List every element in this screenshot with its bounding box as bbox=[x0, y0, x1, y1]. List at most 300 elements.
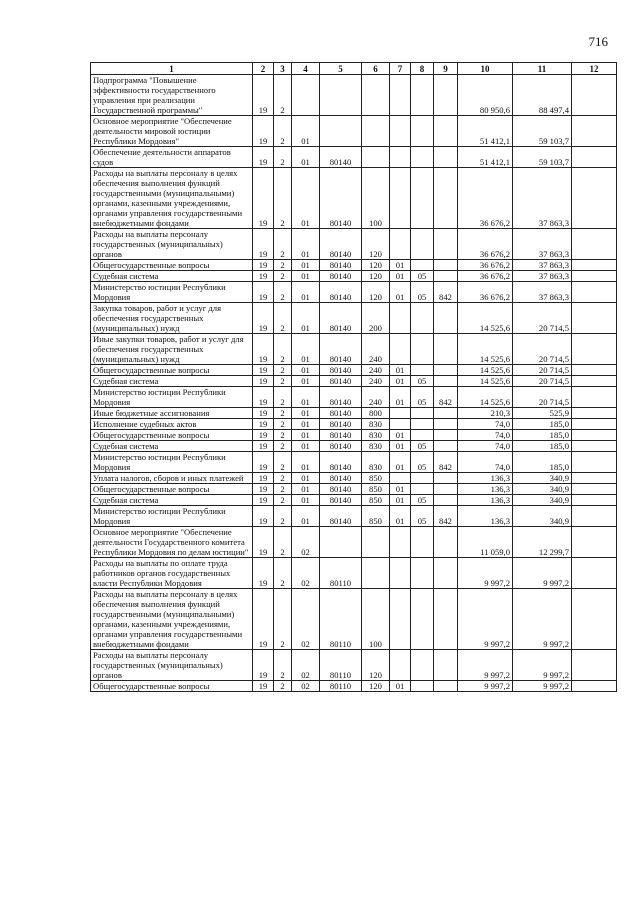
cell-col-5: 80140 bbox=[320, 271, 362, 282]
row-name-cell: Закупка товаров, работ и услуг для обеспечения государственных (муниципальных) нужд bbox=[91, 303, 253, 334]
row-name-cell: Общегосударственные вопросы bbox=[91, 681, 253, 692]
cell-col-3: 2 bbox=[274, 527, 292, 558]
cell-col-12 bbox=[572, 303, 617, 334]
cell-col-7 bbox=[390, 116, 411, 147]
cell-col-4: 01 bbox=[292, 452, 320, 473]
cell-col-9 bbox=[434, 376, 458, 387]
table-row bbox=[91, 168, 617, 229]
cell-col-7: 01 bbox=[390, 271, 411, 282]
cell-col-10: 11 059,0 bbox=[458, 527, 513, 558]
table-row bbox=[91, 260, 617, 271]
cell-col-12 bbox=[572, 229, 617, 260]
cell-col-8 bbox=[411, 303, 434, 334]
cell-col-3: 2 bbox=[274, 681, 292, 692]
cell-col-10: 9 997,2 bbox=[458, 650, 513, 681]
cell-col-3: 2 bbox=[274, 473, 292, 484]
cell-col-9 bbox=[434, 365, 458, 376]
cell-col-10: 74,0 bbox=[458, 419, 513, 430]
cell-col-6: 200 bbox=[362, 303, 390, 334]
cell-col-6: 100 bbox=[362, 168, 390, 229]
cell-col-10: 74,0 bbox=[458, 441, 513, 452]
table-row bbox=[91, 484, 617, 495]
cell-col-7 bbox=[390, 168, 411, 229]
cell-col-11: 340,9 bbox=[513, 506, 572, 527]
cell-col-11: 37 863,3 bbox=[513, 168, 572, 229]
cell-col-11: 340,9 bbox=[513, 473, 572, 484]
cell-col-2: 19 bbox=[253, 408, 274, 419]
cell-col-5: 80140 bbox=[320, 168, 362, 229]
cell-col-5: 80140 bbox=[320, 419, 362, 430]
cell-col-9 bbox=[434, 441, 458, 452]
cell-col-10: 36 676,2 bbox=[458, 260, 513, 271]
cell-col-4: 01 bbox=[292, 116, 320, 147]
row-name-cell: Уплата налогов, сборов и иных платежей bbox=[91, 473, 253, 484]
cell-col-3: 2 bbox=[274, 495, 292, 506]
cell-col-10: 136,3 bbox=[458, 495, 513, 506]
table-row bbox=[91, 506, 617, 527]
cell-col-3: 2 bbox=[274, 387, 292, 408]
table-row bbox=[91, 650, 617, 681]
cell-col-12 bbox=[572, 75, 617, 116]
cell-col-2: 19 bbox=[253, 589, 274, 650]
table-row bbox=[91, 303, 617, 334]
cell-col-6: 120 bbox=[362, 260, 390, 271]
cell-col-10: 14 525,6 bbox=[458, 334, 513, 365]
cell-col-12 bbox=[572, 441, 617, 452]
cell-col-7 bbox=[390, 408, 411, 419]
cell-col-2: 19 bbox=[253, 452, 274, 473]
cell-col-11: 20 714,5 bbox=[513, 376, 572, 387]
cell-col-2: 19 bbox=[253, 441, 274, 452]
cell-col-2: 19 bbox=[253, 681, 274, 692]
row-name-cell: Расходы на выплаты персоналу в целях обеспечения выполнения функций государственными (муниципальными) органами, казенными учреждениями, органами управления государственными внебюджетными фондами bbox=[91, 168, 253, 229]
cell-col-12 bbox=[572, 168, 617, 229]
cell-col-3: 2 bbox=[274, 376, 292, 387]
cell-col-4: 01 bbox=[292, 168, 320, 229]
cell-col-8 bbox=[411, 147, 434, 168]
cell-col-2: 19 bbox=[253, 282, 274, 303]
cell-col-4 bbox=[292, 75, 320, 116]
cell-col-11: 59 103,7 bbox=[513, 116, 572, 147]
cell-col-5: 80140 bbox=[320, 229, 362, 260]
cell-col-11: 9 997,2 bbox=[513, 558, 572, 589]
cell-col-10: 51 412,1 bbox=[458, 116, 513, 147]
cell-col-10: 14 525,6 bbox=[458, 365, 513, 376]
cell-col-2: 19 bbox=[253, 168, 274, 229]
budget-table bbox=[90, 62, 617, 692]
column-header-7: 7 bbox=[390, 63, 411, 75]
table-row bbox=[91, 282, 617, 303]
cell-col-8 bbox=[411, 527, 434, 558]
cell-col-9 bbox=[434, 495, 458, 506]
cell-col-7: 01 bbox=[390, 376, 411, 387]
column-header-6: 6 bbox=[362, 63, 390, 75]
column-header-11: 11 bbox=[513, 63, 572, 75]
table-row bbox=[91, 452, 617, 473]
cell-col-8 bbox=[411, 589, 434, 650]
cell-col-3: 2 bbox=[274, 589, 292, 650]
cell-col-6: 830 bbox=[362, 419, 390, 430]
cell-col-8: 05 bbox=[411, 387, 434, 408]
row-name-cell: Расходы на выплаты персоналу государственных (муниципальных) органов bbox=[91, 229, 253, 260]
cell-col-8 bbox=[411, 558, 434, 589]
row-name-cell: Общегосударственные вопросы bbox=[91, 484, 253, 495]
table-row bbox=[91, 408, 617, 419]
cell-col-9 bbox=[434, 681, 458, 692]
cell-col-4: 01 bbox=[292, 282, 320, 303]
cell-col-7 bbox=[390, 229, 411, 260]
cell-col-9 bbox=[434, 419, 458, 430]
table-row bbox=[91, 441, 617, 452]
cell-col-12 bbox=[572, 589, 617, 650]
table-row bbox=[91, 589, 617, 650]
table-row bbox=[91, 376, 617, 387]
row-name-cell: Судебная система bbox=[91, 441, 253, 452]
cell-col-2: 19 bbox=[253, 430, 274, 441]
cell-col-8: 05 bbox=[411, 506, 434, 527]
row-name-cell: Расходы на выплаты персоналу в целях обеспечения выполнения функций государственными (муниципальными) органами, казенными учреждениями, органами управления государственными внебюджетными фондами bbox=[91, 589, 253, 650]
cell-col-12 bbox=[572, 484, 617, 495]
cell-col-4: 01 bbox=[292, 365, 320, 376]
cell-col-9 bbox=[434, 430, 458, 441]
cell-col-9 bbox=[434, 229, 458, 260]
cell-col-10: 36 676,2 bbox=[458, 168, 513, 229]
cell-col-6: 830 bbox=[362, 452, 390, 473]
cell-col-12 bbox=[572, 376, 617, 387]
row-name-cell: Иные бюджетные ассигнования bbox=[91, 408, 253, 419]
cell-col-7: 01 bbox=[390, 387, 411, 408]
cell-col-9: 842 bbox=[434, 452, 458, 473]
cell-col-8 bbox=[411, 229, 434, 260]
cell-col-5: 80140 bbox=[320, 430, 362, 441]
cell-col-12 bbox=[572, 116, 617, 147]
cell-col-2: 19 bbox=[253, 484, 274, 495]
cell-col-3: 2 bbox=[274, 116, 292, 147]
cell-col-6: 100 bbox=[362, 589, 390, 650]
table-row bbox=[91, 419, 617, 430]
table-row bbox=[91, 387, 617, 408]
table-row bbox=[91, 75, 617, 116]
row-name-cell: Обеспечение деятельности аппаратов судов bbox=[91, 147, 253, 168]
cell-col-12 bbox=[572, 527, 617, 558]
cell-col-6: 800 bbox=[362, 408, 390, 419]
cell-col-2: 19 bbox=[253, 147, 274, 168]
cell-col-4: 01 bbox=[292, 376, 320, 387]
column-header-12: 12 bbox=[572, 63, 617, 75]
cell-col-9 bbox=[434, 408, 458, 419]
cell-col-10: 14 525,6 bbox=[458, 387, 513, 408]
cell-col-3: 2 bbox=[274, 365, 292, 376]
cell-col-11: 37 863,3 bbox=[513, 260, 572, 271]
cell-col-7: 01 bbox=[390, 260, 411, 271]
cell-col-6: 830 bbox=[362, 430, 390, 441]
cell-col-7 bbox=[390, 75, 411, 116]
cell-col-3: 2 bbox=[274, 229, 292, 260]
cell-col-2: 19 bbox=[253, 558, 274, 589]
cell-col-11: 20 714,5 bbox=[513, 334, 572, 365]
row-name-cell: Подпрограмма "Повышение эффективности государственного управления при реализации Государственной программы" bbox=[91, 75, 253, 116]
cell-col-8 bbox=[411, 650, 434, 681]
cell-col-3: 2 bbox=[274, 419, 292, 430]
cell-col-3: 2 bbox=[274, 168, 292, 229]
cell-col-12 bbox=[572, 452, 617, 473]
cell-col-9 bbox=[434, 334, 458, 365]
cell-col-3: 2 bbox=[274, 408, 292, 419]
cell-col-8: 05 bbox=[411, 495, 434, 506]
cell-col-9 bbox=[434, 271, 458, 282]
cell-col-3: 2 bbox=[274, 271, 292, 282]
cell-col-4: 02 bbox=[292, 558, 320, 589]
cell-col-8 bbox=[411, 116, 434, 147]
column-header-10: 10 bbox=[458, 63, 513, 75]
cell-col-8 bbox=[411, 473, 434, 484]
cell-col-5: 80140 bbox=[320, 387, 362, 408]
cell-col-12 bbox=[572, 365, 617, 376]
cell-col-7 bbox=[390, 334, 411, 365]
row-name-cell: Общегосударственные вопросы bbox=[91, 430, 253, 441]
table-row bbox=[91, 229, 617, 260]
cell-col-8 bbox=[411, 484, 434, 495]
row-name-cell: Общегосударственные вопросы bbox=[91, 365, 253, 376]
cell-col-12 bbox=[572, 147, 617, 168]
cell-col-7: 01 bbox=[390, 441, 411, 452]
cell-col-6: 850 bbox=[362, 495, 390, 506]
cell-col-9 bbox=[434, 303, 458, 334]
cell-col-12 bbox=[572, 430, 617, 441]
cell-col-4: 01 bbox=[292, 229, 320, 260]
cell-col-12 bbox=[572, 473, 617, 484]
cell-col-10: 74,0 bbox=[458, 430, 513, 441]
cell-col-5 bbox=[320, 527, 362, 558]
cell-col-11: 525,9 bbox=[513, 408, 572, 419]
cell-col-9 bbox=[434, 260, 458, 271]
cell-col-5: 80140 bbox=[320, 495, 362, 506]
cell-col-3: 2 bbox=[274, 430, 292, 441]
table-row bbox=[91, 681, 617, 692]
cell-col-4: 02 bbox=[292, 589, 320, 650]
cell-col-12 bbox=[572, 558, 617, 589]
cell-col-5 bbox=[320, 75, 362, 116]
cell-col-10: 36 676,2 bbox=[458, 282, 513, 303]
cell-col-12 bbox=[572, 681, 617, 692]
row-name-cell: Министерство юстиции Республики Мордовия bbox=[91, 282, 253, 303]
cell-col-4: 01 bbox=[292, 473, 320, 484]
cell-col-10: 9 997,2 bbox=[458, 589, 513, 650]
cell-col-5: 80140 bbox=[320, 303, 362, 334]
cell-col-6: 240 bbox=[362, 376, 390, 387]
cell-col-2: 19 bbox=[253, 527, 274, 558]
cell-col-3: 2 bbox=[274, 650, 292, 681]
cell-col-10: 136,3 bbox=[458, 473, 513, 484]
column-header-3: 3 bbox=[274, 63, 292, 75]
table-row bbox=[91, 365, 617, 376]
cell-col-11: 185,0 bbox=[513, 419, 572, 430]
cell-col-6: 240 bbox=[362, 365, 390, 376]
cell-col-2: 19 bbox=[253, 116, 274, 147]
cell-col-3: 2 bbox=[274, 558, 292, 589]
cell-col-12 bbox=[572, 650, 617, 681]
cell-col-5: 80140 bbox=[320, 506, 362, 527]
cell-col-5: 80140 bbox=[320, 334, 362, 365]
cell-col-7 bbox=[390, 473, 411, 484]
cell-col-4: 01 bbox=[292, 495, 320, 506]
cell-col-6: 240 bbox=[362, 387, 390, 408]
cell-col-8 bbox=[411, 408, 434, 419]
cell-col-4: 02 bbox=[292, 527, 320, 558]
cell-col-11: 9 997,2 bbox=[513, 589, 572, 650]
cell-col-9 bbox=[434, 589, 458, 650]
table-row bbox=[91, 558, 617, 589]
cell-col-9: 842 bbox=[434, 282, 458, 303]
table-row bbox=[91, 473, 617, 484]
cell-col-7 bbox=[390, 589, 411, 650]
cell-col-8 bbox=[411, 168, 434, 229]
cell-col-11: 37 863,3 bbox=[513, 229, 572, 260]
row-name-cell: Судебная система bbox=[91, 271, 253, 282]
cell-col-8: 05 bbox=[411, 271, 434, 282]
cell-col-5: 80140 bbox=[320, 282, 362, 303]
cell-col-8: 05 bbox=[411, 282, 434, 303]
cell-col-9 bbox=[434, 484, 458, 495]
cell-col-5: 80140 bbox=[320, 452, 362, 473]
cell-col-4: 01 bbox=[292, 419, 320, 430]
cell-col-2: 19 bbox=[253, 387, 274, 408]
cell-col-5: 80140 bbox=[320, 473, 362, 484]
cell-col-4: 01 bbox=[292, 387, 320, 408]
cell-col-11: 59 103,7 bbox=[513, 147, 572, 168]
cell-col-4: 02 bbox=[292, 681, 320, 692]
cell-col-10: 136,3 bbox=[458, 484, 513, 495]
table-row bbox=[91, 147, 617, 168]
cell-col-8: 05 bbox=[411, 376, 434, 387]
cell-col-7: 01 bbox=[390, 365, 411, 376]
cell-col-5: 80110 bbox=[320, 681, 362, 692]
row-name-cell: Основное мероприятие "Обеспечение деятельности Государственного комитета Республики Мордовия по делам юстиции" bbox=[91, 527, 253, 558]
cell-col-5 bbox=[320, 116, 362, 147]
cell-col-11: 88 497,4 bbox=[513, 75, 572, 116]
cell-col-6 bbox=[362, 116, 390, 147]
cell-col-10: 9 997,2 bbox=[458, 558, 513, 589]
row-name-cell: Министерство юстиции Республики Мордовия bbox=[91, 506, 253, 527]
cell-col-5: 80140 bbox=[320, 147, 362, 168]
cell-col-11: 9 997,2 bbox=[513, 650, 572, 681]
cell-col-6 bbox=[362, 527, 390, 558]
cell-col-2: 19 bbox=[253, 650, 274, 681]
row-name-cell: Министерство юстиции Республики Мордовия bbox=[91, 387, 253, 408]
cell-col-4: 01 bbox=[292, 408, 320, 419]
cell-col-5: 80140 bbox=[320, 441, 362, 452]
cell-col-9: 842 bbox=[434, 506, 458, 527]
cell-col-10: 9 997,2 bbox=[458, 681, 513, 692]
column-header-9: 9 bbox=[434, 63, 458, 75]
cell-col-10: 136,3 bbox=[458, 506, 513, 527]
cell-col-6: 120 bbox=[362, 271, 390, 282]
row-name-cell: Расходы на выплаты по оплате труда работников органов государственных власти Республики Мордовия bbox=[91, 558, 253, 589]
cell-col-6: 120 bbox=[362, 650, 390, 681]
cell-col-10: 36 676,2 bbox=[458, 271, 513, 282]
cell-col-3: 2 bbox=[274, 260, 292, 271]
cell-col-3: 2 bbox=[274, 334, 292, 365]
cell-col-11: 20 714,5 bbox=[513, 387, 572, 408]
cell-col-8 bbox=[411, 75, 434, 116]
cell-col-11: 340,9 bbox=[513, 495, 572, 506]
cell-col-7 bbox=[390, 650, 411, 681]
row-name-cell: Судебная система bbox=[91, 376, 253, 387]
cell-col-5: 80140 bbox=[320, 408, 362, 419]
cell-col-11: 20 714,5 bbox=[513, 365, 572, 376]
cell-col-7: 01 bbox=[390, 495, 411, 506]
cell-col-7 bbox=[390, 303, 411, 334]
cell-col-2: 19 bbox=[253, 506, 274, 527]
cell-col-3: 2 bbox=[274, 303, 292, 334]
cell-col-2: 19 bbox=[253, 365, 274, 376]
cell-col-6: 120 bbox=[362, 282, 390, 303]
column-header-5: 5 bbox=[320, 63, 362, 75]
cell-col-10: 36 676,2 bbox=[458, 229, 513, 260]
table-row bbox=[91, 430, 617, 441]
cell-col-10: 14 525,6 bbox=[458, 303, 513, 334]
cell-col-2: 19 bbox=[253, 260, 274, 271]
cell-col-12 bbox=[572, 260, 617, 271]
cell-col-11: 37 863,3 bbox=[513, 282, 572, 303]
table-row bbox=[91, 271, 617, 282]
cell-col-7: 01 bbox=[390, 430, 411, 441]
cell-col-3: 2 bbox=[274, 147, 292, 168]
cell-col-2: 19 bbox=[253, 376, 274, 387]
cell-col-3: 2 bbox=[274, 282, 292, 303]
cell-col-2: 19 bbox=[253, 303, 274, 334]
cell-col-2: 19 bbox=[253, 75, 274, 116]
cell-col-8 bbox=[411, 260, 434, 271]
cell-col-11: 185,0 bbox=[513, 430, 572, 441]
cell-col-12 bbox=[572, 419, 617, 430]
cell-col-6 bbox=[362, 147, 390, 168]
table-body bbox=[91, 75, 617, 692]
cell-col-2: 19 bbox=[253, 229, 274, 260]
cell-col-4: 01 bbox=[292, 484, 320, 495]
cell-col-8 bbox=[411, 430, 434, 441]
cell-col-2: 19 bbox=[253, 334, 274, 365]
cell-col-4: 01 bbox=[292, 334, 320, 365]
cell-col-2: 19 bbox=[253, 419, 274, 430]
cell-col-7 bbox=[390, 527, 411, 558]
table-row bbox=[91, 527, 617, 558]
cell-col-10: 74,0 bbox=[458, 452, 513, 473]
cell-col-4: 01 bbox=[292, 303, 320, 334]
column-header-4: 4 bbox=[292, 63, 320, 75]
cell-col-7: 01 bbox=[390, 484, 411, 495]
cell-col-5: 80140 bbox=[320, 376, 362, 387]
cell-col-8: 05 bbox=[411, 441, 434, 452]
cell-col-10: 51 412,1 bbox=[458, 147, 513, 168]
cell-col-7 bbox=[390, 419, 411, 430]
cell-col-11: 340,9 bbox=[513, 484, 572, 495]
cell-col-11: 37 863,3 bbox=[513, 271, 572, 282]
cell-col-6 bbox=[362, 75, 390, 116]
cell-col-4: 01 bbox=[292, 260, 320, 271]
cell-col-7: 01 bbox=[390, 506, 411, 527]
table-row bbox=[91, 495, 617, 506]
cell-col-12 bbox=[572, 271, 617, 282]
row-name-cell: Общегосударственные вопросы bbox=[91, 260, 253, 271]
cell-col-5: 80110 bbox=[320, 589, 362, 650]
cell-col-7: 01 bbox=[390, 452, 411, 473]
cell-col-11: 9 997,2 bbox=[513, 681, 572, 692]
table-header-row bbox=[91, 63, 617, 75]
cell-col-4: 01 bbox=[292, 147, 320, 168]
column-header-2: 2 bbox=[253, 63, 274, 75]
cell-col-8 bbox=[411, 419, 434, 430]
